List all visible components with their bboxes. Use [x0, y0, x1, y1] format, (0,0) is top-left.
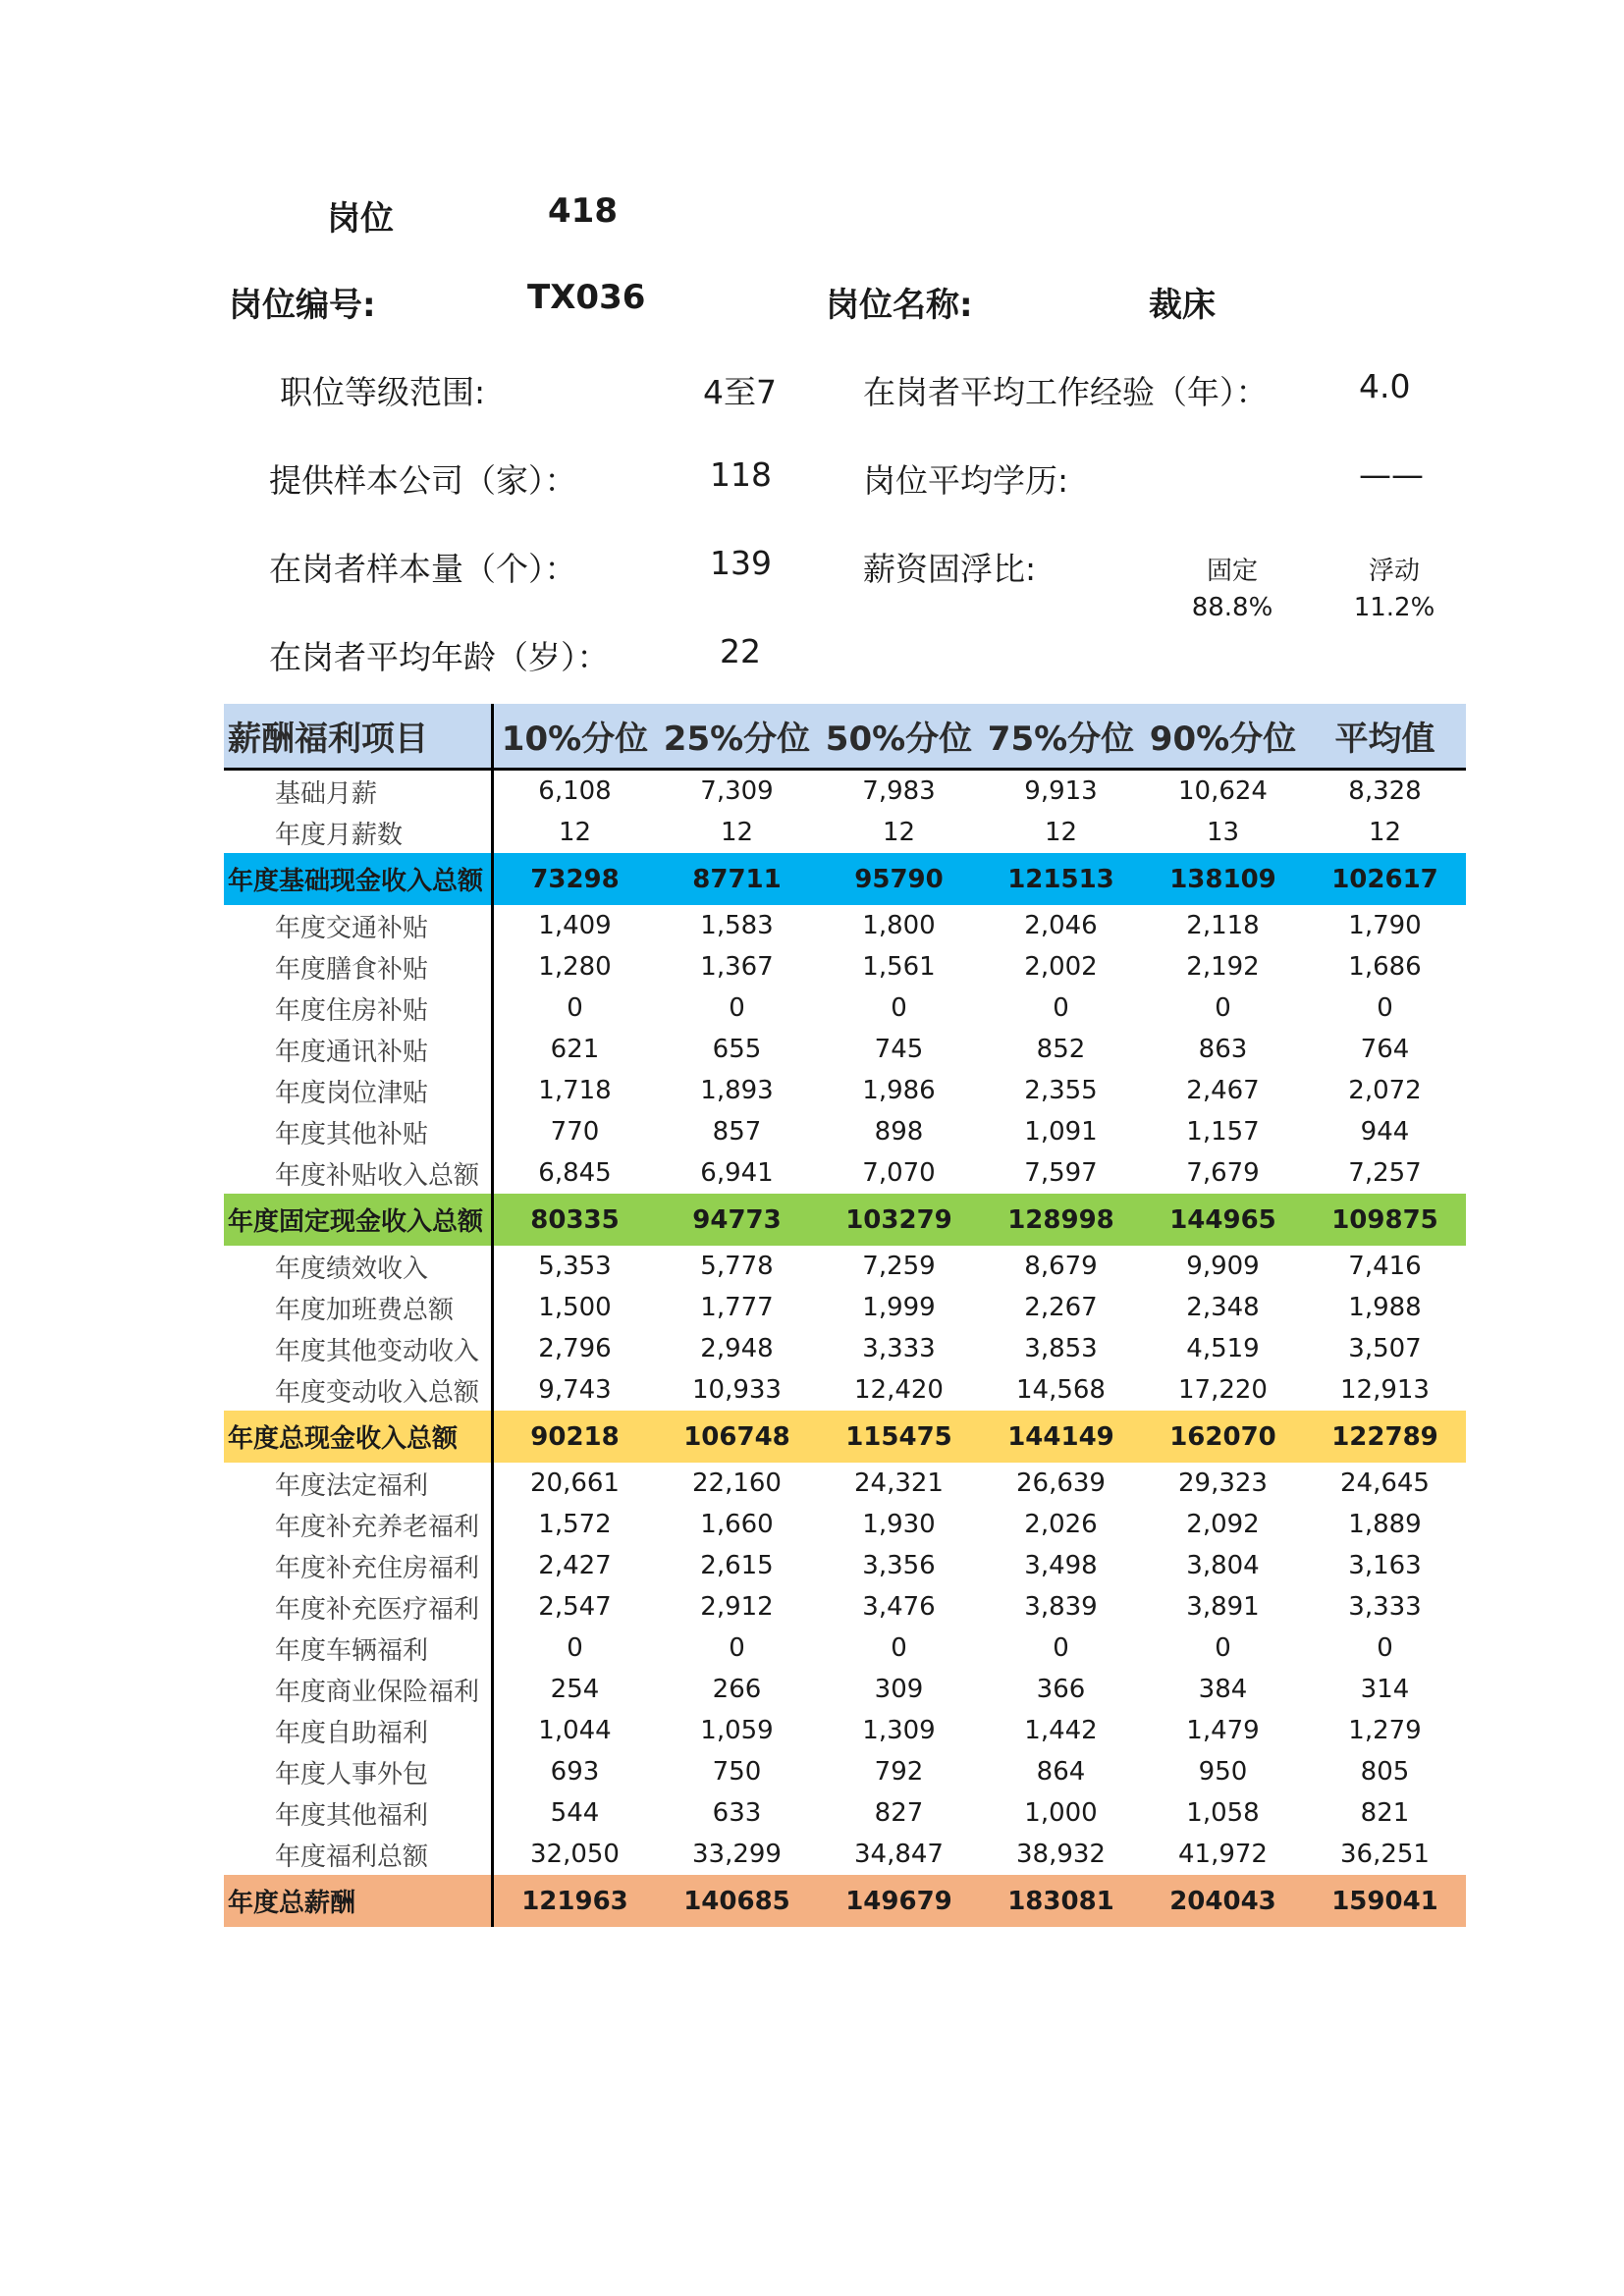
table-cell: 29,323 [1178, 1468, 1268, 1498]
post-value: 418 [548, 191, 618, 231]
table-cell: 12,913 [1340, 1375, 1430, 1405]
table-cell: 140685 [683, 1886, 790, 1916]
sample-companies-value: 118 [710, 455, 772, 494]
table-cell: 2,118 [1186, 911, 1260, 940]
table-cell: 366 [1036, 1675, 1086, 1704]
column-header-p10: 10%分位 [501, 720, 649, 759]
table-cell: 204043 [1169, 1886, 1276, 1916]
table-cell: 162070 [1169, 1421, 1276, 1452]
table-cell: 898 [874, 1117, 924, 1147]
table-cell: 138109 [1169, 864, 1276, 894]
row-label: 年度车辆福利 [224, 1628, 494, 1669]
table-cell: 2,192 [1186, 952, 1260, 982]
table-cell: 621 [550, 1035, 600, 1064]
post-code-value: TX036 [527, 278, 646, 317]
table-cell: 314 [1360, 1675, 1410, 1704]
table-cell: 1,367 [700, 952, 774, 982]
post-code-label: 岗位编号: [229, 286, 376, 325]
table-cell: 750 [712, 1757, 762, 1787]
table-row [224, 1710, 1466, 1751]
table-cell: 0 [1053, 1633, 1069, 1663]
row-label: 年度其他变动收入 [224, 1328, 494, 1369]
table-cell: 102617 [1331, 864, 1438, 894]
experience-value: 4.0 [1359, 367, 1411, 405]
row-label: 基础月薪 [224, 771, 494, 812]
table-cell: 764 [1360, 1035, 1410, 1064]
table-row [224, 946, 1466, 988]
table-row [224, 1070, 1466, 1111]
table-cell: 106748 [683, 1421, 790, 1452]
float-value: 11.2% [1353, 593, 1435, 622]
table-cell: 10,624 [1178, 776, 1268, 806]
table-cell: 6,845 [538, 1158, 612, 1188]
table-cell: 144149 [1007, 1421, 1114, 1452]
table-cell: 1,058 [1186, 1798, 1260, 1828]
table-cell: 4,519 [1186, 1334, 1260, 1363]
table-cell: 2,355 [1024, 1076, 1098, 1105]
table-cell: 13 [1206, 818, 1240, 847]
table-cell: 0 [729, 993, 745, 1023]
table-row [224, 1669, 1466, 1710]
table-cell: 693 [550, 1757, 600, 1787]
table-cell: 1,777 [700, 1293, 774, 1322]
row-label: 年度总现金收入总额 [224, 1411, 494, 1463]
table-cell: 2,796 [538, 1334, 612, 1363]
table-cell: 1,790 [1348, 911, 1422, 940]
table-cell: 7,070 [862, 1158, 936, 1188]
row-label: 年度绩效收入 [224, 1246, 494, 1287]
table-cell: 805 [1360, 1757, 1410, 1787]
table-cell: 3,804 [1186, 1551, 1260, 1580]
table-cell: 3,333 [1348, 1592, 1422, 1622]
table-cell: 1,583 [700, 911, 774, 940]
row-label: 年度补充住房福利 [224, 1545, 494, 1586]
table-cell: 863 [1198, 1035, 1248, 1064]
table-cell: 1,718 [538, 1076, 612, 1105]
table-cell: 0 [1377, 1633, 1393, 1663]
column-header-p75: 75%分位 [987, 720, 1135, 759]
table-cell: 852 [1036, 1035, 1086, 1064]
table-cell: 6,108 [538, 776, 612, 806]
table-cell: 115475 [845, 1421, 952, 1452]
table-row [224, 1111, 1466, 1152]
row-label: 年度法定福利 [224, 1463, 494, 1504]
row-label: 年度变动收入总额 [224, 1369, 494, 1411]
table-cell: 7,309 [700, 776, 774, 806]
table-row [224, 1545, 1466, 1586]
column-header-item: 薪酬福利项目 [224, 704, 494, 768]
table-cell: 41,972 [1178, 1840, 1268, 1869]
row-label: 年度固定现金收入总额 [224, 1194, 494, 1246]
row-label: 年度月薪数 [224, 812, 494, 853]
table-cell: 1,279 [1348, 1716, 1422, 1745]
table-cell: 8,328 [1348, 776, 1422, 806]
table-cell: 1,572 [538, 1510, 612, 1539]
table-cell: 2,092 [1186, 1510, 1260, 1539]
table-cell: 1,479 [1186, 1716, 1260, 1745]
table-cell: 0 [729, 1633, 745, 1663]
row-label: 年度人事外包 [224, 1751, 494, 1792]
table-cell: 3,498 [1024, 1551, 1098, 1580]
table-cell: 1,280 [538, 952, 612, 982]
table-cell: 9,909 [1186, 1252, 1260, 1281]
table-cell: 1,686 [1348, 952, 1422, 982]
table-cell: 5,778 [700, 1252, 774, 1281]
table-row [224, 905, 1466, 946]
table-cell: 183081 [1007, 1886, 1114, 1916]
table-cell: 254 [550, 1675, 600, 1704]
table-cell: 2,948 [700, 1334, 774, 1363]
table-cell: 80335 [530, 1204, 620, 1235]
table-cell: 1,986 [862, 1076, 936, 1105]
row-label: 年度住房补贴 [224, 988, 494, 1029]
table-cell: 1,442 [1024, 1716, 1098, 1745]
table-cell: 34,847 [854, 1840, 944, 1869]
post-name-label: 岗位名称: [826, 286, 973, 325]
table-cell: 90218 [530, 1421, 620, 1452]
row-label: 年度通讯补贴 [224, 1029, 494, 1070]
sample-size-value: 139 [710, 544, 772, 582]
table-cell: 1,091 [1024, 1117, 1098, 1147]
row-label: 年度总薪酬 [224, 1875, 494, 1927]
table-cell: 1,157 [1186, 1117, 1260, 1147]
table-cell: 2,467 [1186, 1076, 1260, 1105]
table-cell: 2,427 [538, 1551, 612, 1580]
table-total-row [224, 1194, 1466, 1246]
table-cell: 2,547 [538, 1592, 612, 1622]
grade-range-label: 职位等级范围: [280, 373, 486, 411]
table-cell: 2,615 [700, 1551, 774, 1580]
table-cell: 1,000 [1024, 1798, 1098, 1828]
education-label: 岗位平均学历: [863, 461, 1069, 500]
table-row [224, 1751, 1466, 1792]
table-row [224, 812, 1466, 853]
table-cell: 121963 [521, 1886, 628, 1916]
table-cell: 384 [1198, 1675, 1248, 1704]
table-cell: 2,046 [1024, 911, 1098, 940]
table-cell: 73298 [530, 864, 620, 894]
table-row [224, 1792, 1466, 1834]
table-cell: 94773 [692, 1204, 782, 1235]
table-cell: 33,299 [692, 1840, 782, 1869]
table-total-row [224, 1875, 1466, 1927]
table-cell: 36,251 [1340, 1840, 1430, 1869]
table-cell: 0 [1215, 1633, 1231, 1663]
table-cell: 770 [550, 1117, 600, 1147]
table-header-row [224, 704, 1466, 771]
table-cell: 266 [712, 1675, 762, 1704]
float-label: 浮动 [1368, 557, 1420, 586]
table-cell: 1,500 [538, 1293, 612, 1322]
table-cell: 2,002 [1024, 952, 1098, 982]
sample-size-label: 在岗者样本量（个）： [269, 550, 577, 588]
salary-table [224, 704, 1466, 1927]
row-label: 年度膳食补贴 [224, 946, 494, 988]
table-row [224, 1586, 1466, 1628]
table-cell: 6,941 [700, 1158, 774, 1188]
table-cell: 109875 [1331, 1204, 1438, 1235]
post-label: 岗位 [327, 199, 394, 239]
table-cell: 1,660 [700, 1510, 774, 1539]
row-label: 年度福利总额 [224, 1834, 494, 1875]
fixed-value: 88.8% [1191, 593, 1273, 622]
table-cell: 864 [1036, 1757, 1086, 1787]
post-name-value: 裁床 [1149, 286, 1216, 325]
table-cell: 159041 [1331, 1886, 1438, 1916]
table-cell: 857 [712, 1117, 762, 1147]
table-cell: 7,416 [1348, 1252, 1422, 1281]
table-cell: 2,267 [1024, 1293, 1098, 1322]
row-label: 年度补充养老福利 [224, 1504, 494, 1545]
table-cell: 3,839 [1024, 1592, 1098, 1622]
table-row [224, 1328, 1466, 1369]
table-cell: 38,932 [1016, 1840, 1106, 1869]
row-label: 年度交通补贴 [224, 905, 494, 946]
table-cell: 17,220 [1178, 1375, 1268, 1405]
table-cell: 149679 [845, 1886, 952, 1916]
table-row [224, 1369, 1466, 1411]
table-cell: 1,044 [538, 1716, 612, 1745]
table-row [224, 988, 1466, 1029]
table-cell: 12 [1044, 818, 1078, 847]
table-cell: 144965 [1169, 1204, 1276, 1235]
sample-companies-label: 提供样本公司（家）： [269, 461, 577, 500]
table-cell: 10,933 [692, 1375, 782, 1405]
table-cell: 2,912 [700, 1592, 774, 1622]
table-cell: 3,507 [1348, 1334, 1422, 1363]
table-cell: 3,853 [1024, 1334, 1098, 1363]
table-cell: 8,679 [1024, 1252, 1098, 1281]
table-cell: 1,409 [538, 911, 612, 940]
fixed-label: 固定 [1206, 557, 1258, 586]
table-cell: 1,309 [862, 1716, 936, 1745]
row-label: 年度自助福利 [224, 1710, 494, 1751]
table-cell: 827 [874, 1798, 924, 1828]
column-header-p25: 25%分位 [663, 720, 811, 759]
table-cell: 1,988 [1348, 1293, 1422, 1322]
table-body [224, 771, 1466, 1927]
column-header-p50: 50%分位 [825, 720, 973, 759]
table-cell: 20,661 [530, 1468, 620, 1498]
table-cell: 0 [1215, 993, 1231, 1023]
table-row [224, 1463, 1466, 1504]
table-cell: 655 [712, 1035, 762, 1064]
table-cell: 821 [1360, 1798, 1410, 1828]
row-label: 年度岗位津贴 [224, 1070, 494, 1111]
table-cell: 9,913 [1024, 776, 1098, 806]
table-cell: 14,568 [1016, 1375, 1106, 1405]
table-cell: 1,561 [862, 952, 936, 982]
row-label: 年度商业保险福利 [224, 1669, 494, 1710]
average-age-label: 在岗者平均年龄（岁）： [269, 638, 610, 676]
table-cell: 26,639 [1016, 1468, 1106, 1498]
table-cell: 3,476 [862, 1592, 936, 1622]
table-cell: 24,321 [854, 1468, 944, 1498]
table-cell: 745 [874, 1035, 924, 1064]
table-cell: 3,891 [1186, 1592, 1260, 1622]
table-cell: 0 [567, 1633, 583, 1663]
table-cell: 309 [874, 1675, 924, 1704]
table-cell: 1,059 [700, 1716, 774, 1745]
table-cell: 122789 [1331, 1421, 1438, 1452]
table-cell: 9,743 [538, 1375, 612, 1405]
row-label: 年度加班费总额 [224, 1287, 494, 1328]
table-row [224, 1504, 1466, 1545]
table-cell: 12 [558, 818, 592, 847]
table-row [224, 1834, 1466, 1875]
table-cell: 7,259 [862, 1252, 936, 1281]
table-cell: 3,333 [862, 1334, 936, 1363]
table-row [224, 1287, 1466, 1328]
table-cell: 12 [1368, 818, 1402, 847]
table-row [224, 1246, 1466, 1287]
table-cell: 103279 [845, 1204, 952, 1235]
table-cell: 544 [550, 1798, 600, 1828]
table-row [224, 1152, 1466, 1194]
row-label: 年度其他福利 [224, 1792, 494, 1834]
table-cell: 24,645 [1340, 1468, 1430, 1498]
table-cell: 7,597 [1024, 1158, 1098, 1188]
grade-range-value: 4至7 [703, 373, 777, 411]
table-cell: 1,893 [700, 1076, 774, 1105]
table-cell: 5,353 [538, 1252, 612, 1281]
table-cell: 1,930 [862, 1510, 936, 1539]
table-cell: 12,420 [854, 1375, 944, 1405]
table-cell: 3,163 [1348, 1551, 1422, 1580]
table-cell: 1,800 [862, 911, 936, 940]
table-cell: 950 [1198, 1757, 1248, 1787]
table-cell: 12 [882, 818, 916, 847]
table-row [224, 1628, 1466, 1669]
pay-ratio-label: 薪资固浮比: [863, 550, 1037, 588]
table-cell: 1,999 [862, 1293, 936, 1322]
table-cell: 7,679 [1186, 1158, 1260, 1188]
table-cell: 7,983 [862, 776, 936, 806]
table-cell: 2,348 [1186, 1293, 1260, 1322]
table-cell: 1,889 [1348, 1510, 1422, 1539]
table-cell: 12 [720, 818, 754, 847]
average-age-value: 22 [720, 632, 761, 670]
table-cell: 2,026 [1024, 1510, 1098, 1539]
table-cell: 0 [1377, 993, 1393, 1023]
column-header-average: 平均值 [1334, 720, 1435, 759]
table-cell: 87711 [692, 864, 782, 894]
table-cell: 32,050 [530, 1840, 620, 1869]
table-cell: 22,160 [692, 1468, 782, 1498]
table-cell: 3,356 [862, 1551, 936, 1580]
table-row [224, 771, 1466, 812]
table-cell: 0 [567, 993, 583, 1023]
row-label: 年度补贴收入总额 [224, 1152, 494, 1194]
table-cell: 0 [891, 993, 907, 1023]
table-total-row [224, 853, 1466, 905]
table-cell: 7,257 [1348, 1158, 1422, 1188]
table-cell: 0 [891, 1633, 907, 1663]
education-value: —— [1359, 455, 1424, 494]
table-cell: 121513 [1007, 864, 1114, 894]
table-cell: 0 [1053, 993, 1069, 1023]
experience-label: 在岗者平均工作经验（年）： [863, 373, 1269, 411]
row-label: 年度基础现金收入总额 [224, 853, 494, 905]
table-cell: 944 [1360, 1117, 1410, 1147]
row-label: 年度补充医疗福利 [224, 1586, 494, 1628]
column-header-p90: 90%分位 [1149, 720, 1297, 759]
row-label: 年度其他补贴 [224, 1111, 494, 1152]
table-cell: 2,072 [1348, 1076, 1422, 1105]
table-cell: 792 [874, 1757, 924, 1787]
table-cell: 633 [712, 1798, 762, 1828]
table-total-row [224, 1411, 1466, 1463]
table-cell: 128998 [1007, 1204, 1114, 1235]
table-row [224, 1029, 1466, 1070]
table-cell: 95790 [854, 864, 944, 894]
